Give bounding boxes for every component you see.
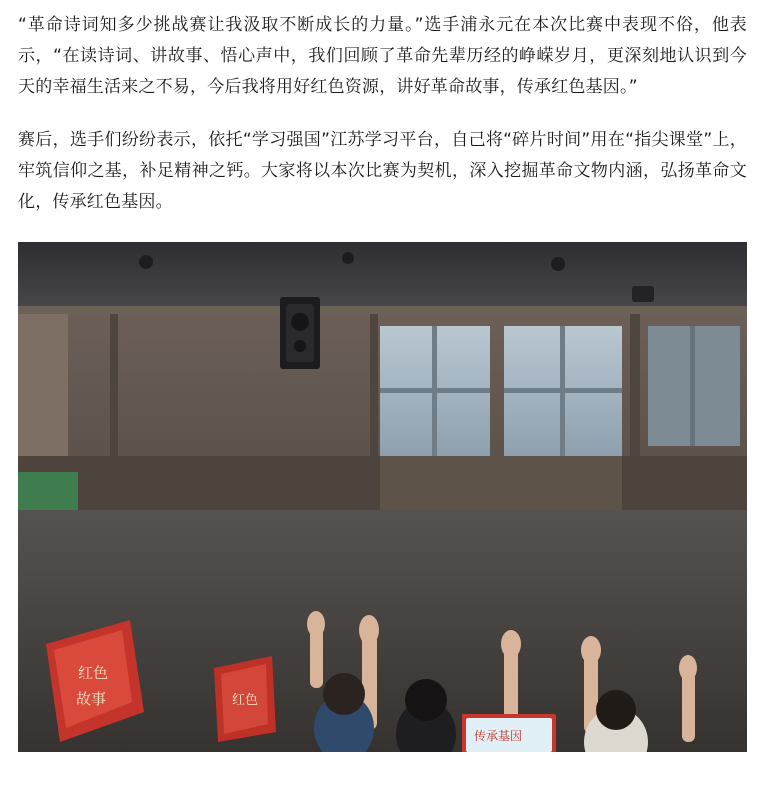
article-photo	[18, 242, 747, 752]
svg-text:红色: 红色	[232, 693, 259, 708]
svg-text:故事: 故事	[76, 690, 107, 708]
svg-text:红色: 红色	[78, 664, 109, 682]
article-paragraph-1: “革命诗词知多少挑战赛让我汲取不断成长的力量。”选手浦永元在本次比赛中表现不俗，他表示，“在读诗词、讲故事、悟心声中，我们回顾了革命先辈历经的峥嵘岁月，更深刻地认识到今天的幸福生活来之不易，今后我将用好红色资源，讲好革命故事，传承红色基因。”	[18, 15, 747, 97]
svg-text:传承基因: 传承基因	[474, 729, 523, 743]
article-paragraph-2: 赛后，选手们纷纷表示，依托“学习强国”江苏学习平台，自己将“碎片时间”用在“指尖课堂”上，牢筑信仰之基，补足精神之钙。大家将以本次比赛为契机，深入挖掘革命文物内涵，弘扬革命文化，传承红色基因。	[18, 130, 747, 212]
photo-illustration	[18, 242, 747, 752]
